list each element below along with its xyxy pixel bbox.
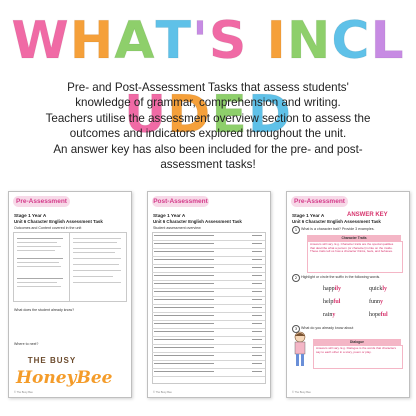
- table-row: [152, 321, 265, 329]
- title-letter: D: [167, 85, 212, 145]
- suffix-word: quickly: [369, 286, 388, 292]
- description-line: assessment tasks!: [160, 158, 256, 172]
- text-line: [73, 238, 121, 239]
- title-letter: W: [11, 11, 70, 71]
- dialogue-box-title: Dialogue: [350, 340, 364, 344]
- stage-label: Stage 1 Year A: [292, 213, 325, 218]
- logo-line-2: HoneyBee: [16, 368, 113, 388]
- table-row: [152, 329, 265, 337]
- sheet-header: Pre-Assessment: [291, 196, 348, 207]
- student-illustration: [290, 330, 310, 370]
- dialogue-answer: Answers will vary. E.g. Dialogue is the words that characters say to each other in a story, poem or play.: [316, 346, 396, 354]
- question-number: 2: [292, 274, 300, 282]
- text-line: [73, 242, 117, 243]
- table-divider: [69, 232, 70, 302]
- table-row: [152, 345, 265, 353]
- text-line: [17, 278, 63, 279]
- busy-honey-bee-logo: [16, 356, 113, 408]
- traits-answer: Answers will vary. E.g. Character traits are the special qualities that describe what a person (or character) is like on the inside. These traits tell us how a character thinks, feels, and behaves.: [310, 242, 394, 254]
- stage-label: Stage 1 Year A: [153, 213, 186, 218]
- text-line: [17, 262, 59, 263]
- unit-title: Unit 6 Character English Assessment Task: [14, 219, 103, 224]
- title-letter: U: [123, 85, 168, 145]
- text-line: [73, 282, 121, 283]
- logo-line-1: THE BUSY: [27, 356, 77, 365]
- description-line: Teachers utilise the assessment overview section to assess the: [45, 111, 371, 125]
- description-line: An answer key has also been included for the pre- and post-: [53, 142, 363, 156]
- overview-label: Student assessment overview: [153, 226, 201, 230]
- text-line: [73, 264, 119, 265]
- table-row: [152, 265, 265, 273]
- table-row: [152, 289, 265, 297]
- table-row: [152, 369, 265, 377]
- description: [22, 80, 394, 172]
- title-letter: H: [69, 11, 115, 71]
- title-letter: N: [286, 11, 332, 71]
- question-dialogue: What do you already know about: [301, 326, 354, 330]
- table-row: [152, 281, 265, 289]
- text-line: [17, 246, 61, 247]
- traits-box-title: Character Traits: [341, 236, 367, 240]
- text-line: [17, 258, 63, 259]
- stage-label: Stage 1 Year A: [14, 213, 47, 218]
- question-character-trait: What is a character trait? Provide 3 examples.: [301, 227, 375, 231]
- post-assessment-sheet: [147, 191, 271, 398]
- table-row: [152, 337, 265, 345]
- title-letter: [247, 4, 266, 78]
- sheet-footer: © The Busy Bee: [292, 391, 311, 394]
- text-line: [73, 270, 121, 271]
- suffix-word: funny: [369, 299, 383, 305]
- question-next: Where to next?: [14, 342, 39, 346]
- text-line: [73, 252, 115, 253]
- text-line: [17, 282, 57, 283]
- description-line: outcomes and indicators explored throughout the unit.: [69, 127, 347, 141]
- title-letter: S: [208, 11, 248, 71]
- text-line: [17, 242, 57, 243]
- question-suffix: Highlight or circle the suffix in the following words.: [301, 275, 381, 279]
- table-row: [152, 361, 265, 369]
- suffix-word: happily: [323, 286, 342, 292]
- sheet-footer: © The Busy Bee: [153, 391, 172, 394]
- title-letter: A: [114, 11, 156, 71]
- suffix-word: helpful: [323, 299, 341, 305]
- title-letter: ': [191, 11, 209, 71]
- table-row: [152, 273, 265, 281]
- table-row: [152, 353, 265, 361]
- table-row: [152, 233, 265, 241]
- suffix-word: rainy: [323, 312, 336, 318]
- table-row: [152, 241, 265, 249]
- text-line: [17, 250, 55, 251]
- unit-title: Unit 6 Character English Assessment Task: [292, 219, 381, 224]
- title-letter: C: [331, 11, 371, 71]
- title-letter: E: [211, 85, 248, 145]
- title-letter: I: [266, 11, 287, 71]
- unit-title: Unit 6 Character English Assessment Task: [153, 219, 242, 224]
- text-line: [73, 248, 121, 249]
- description-line: knowledge of grammar, comprehension and writing.: [75, 96, 341, 110]
- title-letter: L: [370, 11, 405, 71]
- sheet-header: Post-Assessment: [153, 198, 208, 205]
- title-letter: D: [247, 85, 293, 145]
- table-row: [152, 297, 265, 305]
- text-line: [17, 266, 61, 267]
- suffix-word: hopeful: [369, 312, 388, 318]
- answer-key-sheet: [286, 191, 410, 398]
- description-line: Pre- and Post-Assessment Tasks that assess students': [67, 81, 349, 94]
- text-line: [17, 238, 63, 239]
- answer-key-label: ANSWER KEY: [347, 212, 388, 218]
- table-row: [152, 257, 265, 265]
- question-number: 1: [292, 226, 300, 234]
- table-row: [152, 305, 265, 313]
- question-known: What does the student already know?: [14, 308, 75, 312]
- question-number: 3: [292, 325, 300, 333]
- title-letter: T: [155, 11, 192, 71]
- sheet-header: Pre-Assessment: [13, 196, 70, 207]
- text-line: [73, 276, 113, 277]
- outcomes-label: Outcomes and Content covered in the unit: [14, 226, 82, 230]
- text-line: [17, 286, 61, 287]
- text-line: [73, 258, 121, 259]
- table-row: [152, 313, 265, 321]
- sheet-footer: © The Busy Bee: [14, 391, 33, 394]
- table-row: [152, 249, 265, 257]
